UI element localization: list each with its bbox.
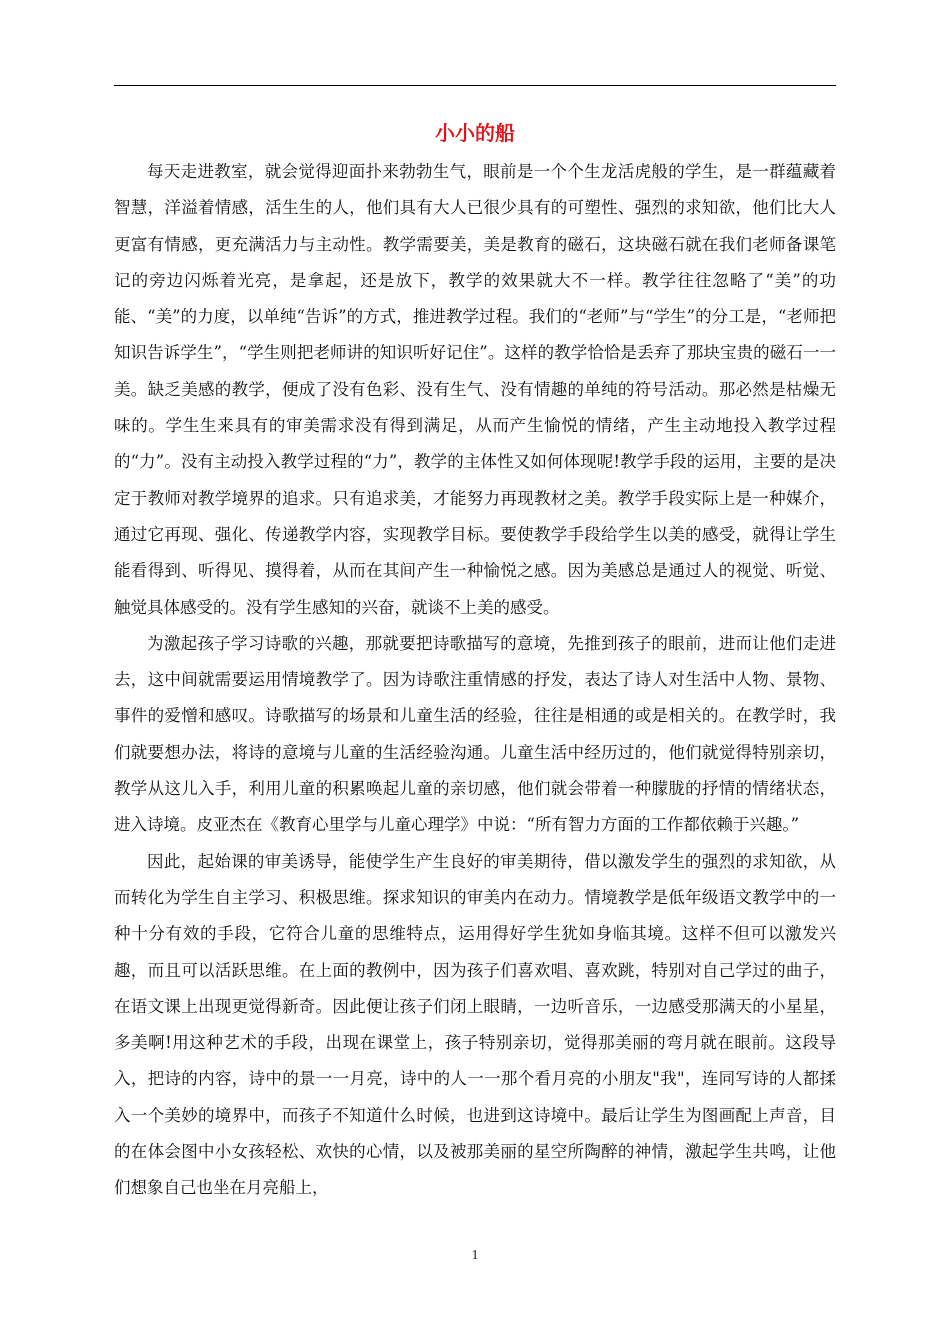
page-number: 1 [471,1248,479,1263]
header-rule [114,85,836,86]
document-body [114,154,836,1207]
paragraph-3: 因此，起始课的审美诱导，能使学生产生良好的审美期待，借以激发学生的强烈的求知欲，从而转化为学生自主学习、积极思维。探求知识的审美内在动力。情境教学是低年级语文教学中的一种十分有效的手段，它符合儿童的思维特点，运用得好学生犹如身临其境。这样不但可以激发兴趣，而且可以活跃思维。在上面的教例中，因为孩子们喜欢唱、喜欢跳，特别对自己学过的曲子，在语文课上出现更觉得新奇。因此便让孩子们闭上眼睛，一边听音乐，一边感受那满天的小星星，多美啊!用这种艺术的手段，出现在课堂上，孩子特别亲切，觉得那美丽的弯月就在眼前。这段导入，把诗的内容，诗中的景一一月亮，诗中的人一一那个看月亮的小朋友"我"，连同写诗的人都揉入一个美妙的境界中，而孩子不知道什么时候，也进到这诗境中。最后让学生为图画配上声音，目的在体会图中小女孩轻松、欢快的心情，以及被那美丽的星空所陶醉的神情，激起学生共鸣，让他们想象自己也坐在月亮船上， [114,851,836,1198]
paragraph-2: 为激起孩子学习诗歌的兴趣，那就要把诗歌描写的意境，先推到孩子的眼前，进而让他们走进去，这中间就需要运用情境教学了。因为诗歌注重情感的抒发，表达了诗人对生活中人物、景物、事件的爱憎和感叹。诗歌描写的场景和儿童生活的经验，往往是相通的或是相关的。在教学时，我们就要想办法，将诗的意境与儿童的生活经验沟通。儿童生活中经历过的，他们就觉得特别亲切，教学从这儿入手，利用儿童的积累唤起儿童的亲切感，他们就会带着一种朦胧的抒情的情绪状态，进入诗境。皮亚杰在《教育心里学与儿童心理学》中说：“所有智力方面的工作都依赖于兴趣。” [114,633,836,835]
paragraph-1: 每天走进教室，就会觉得迎面扑来勃勃生气，眼前是一个个生龙活虎般的学生，是一群蕴藏着智慧，洋溢着情感，活生生的人，他们具有大人已很少具有的可塑性、强烈的求知欲，他们比大人更富有情感，更充满活力与主动性。教学需要美，美是教育的磁石，这块磁石就在我们老师备课笔记的旁边闪烁着光亮，是拿起，还是放下，教学的效果就大不一样。教学往往忽略了“美”的功能、“美”的力度，以单纯“告诉”的方式，推进教学过程。我们的“老师”与“学生”的分工是，“老师把知识告诉学生”，“学生则把老师讲的知识听好记住”。这样的教学恰恰是丢弃了那块宝贵的磁石一一美。缺乏美感的教学，便成了没有色彩、没有生气、没有情趣的单纯的符号活动。那必然是枯燥无味的。学生生来具有的审美需求没有得到满足，从而产生愉悦的情绪，产生主动地投入教学过程的“力”。没有主动投入教学过程的“力”，教学的主体性又如何体现呢!教学手段的运用，主要的是决定于教师对教学境界的追求。只有追求美，才能努力再现教材之美。教学手段实际上是一种媒介，通过它再现、强化、传递教学内容，实现教学目标。要使教学手段给学生以美的感受，就得让学生能看得到、听得见、摸得着，从而在其间产生一种愉悦之感。因为美感总是通过人的视觉、听觉、触觉具体感受的。没有学生感知的兴奋，就谈不上美的感受。 [114,162,836,617]
document-title: 小小的船 [435,121,515,145]
